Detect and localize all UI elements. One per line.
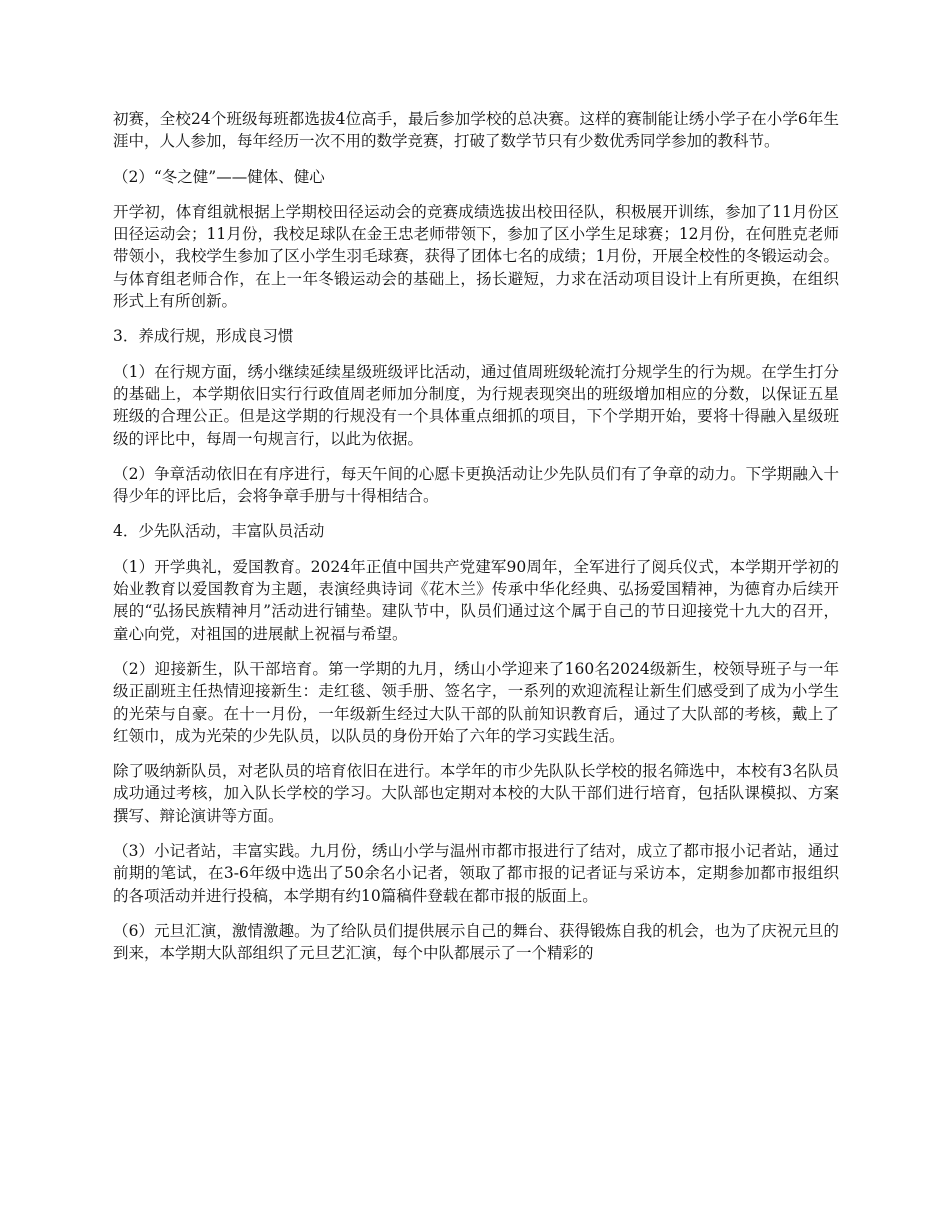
paragraph-badge-activity: （2）争章活动依旧在有序进行，每天午间的心愿卡更换活动让少先队员们有了争章的动力。下学期融入十得少年的评比后，会将争章手册与十得相结合。 [113,464,839,506]
paragraph-new-year-show: （6）元旦汇演，激情激趣。为了给队员们提供展示自己的舞台、获得锻炼自我的机会，也为了庆祝元旦的到来，本学期大队部组织了元旦艺汇演，每个中队都展示了一个精彩的 [113,921,839,963]
paragraph-new-students: （2）迎接新生，队干部培育。第一学期的九月，绣山小学迎来了160名2024级新生，校领导班子与一年级正副班主任热情迎接新生：走红毯、领手册、签名字，一系列的欢迎流程让新生们感受到了成为小学生的光荣与自豪。在十一月份，一年级新生经过大队干部的队前知识教育后，通过了大队部的考核，戴上了红领巾，成为光荣的少先队员，以队员的身份开始了六年的学习实践生活。 [113,659,839,745]
paragraph-behavior-rules: （1）在行规方面，绣小继续延续星级班级评比活动，通过值周班级轮流打分规学生的行为规。在学生打分的基础上，本学期依旧实行行政值周老师加分制度，为行规表现突出的班级增加相应的分数，以保证五星班级的合理公正。但是这学期的行规没有一个具体重点细抓的项目，下个学期开始，要将十得融入星级班级的评比中，每周一句规言行，以此为依据。 [113,362,839,448]
paragraph-cadre-training: 除了吸纳新队员，对老队员的培育依旧在进行。本学年的市少先队队长学校的报名筛选中，本校有3名队员成功通过考核，加入队长学校的学习。大队部也定期对本校的大队干部们进行培育，包括队课模拟、方案撰写、辩论演讲等方面。 [113,762,839,825]
paragraph-sports: 开学初，体育组就根据上学期校田径运动会的竞赛成绩选拔出校田径队，积极展开训练，参加了11月份区田径运动会；11月份，我校足球队在金王忠老师带领下，参加了区小学生足球赛；12月份，在何胜克老师带领小，我校学生参加了区小学生羽毛球赛，获得了团体七名的成绩；1月份，开展全校性的冬锻运动会。与体育组老师合作，在上一年冬锻运动会的基础上，扬长避短，力求在活动项目设计上有所更换，在组织形式上有所创新。 [113,202,839,311]
paragraph-reporter-station: （3）小记者站，丰富实践。九月份，绣山小学与温州市都市报进行了结对，成立了都市报小记者站，通过前期的笔试，在3-6年级中选出了50余名小记者，领取了都市报的记者证与采访本，定期参加都市报组织的各项活动并进行投稿，本学期有约10篇稿件登载在都市报的版面上。 [113,842,839,905]
section-heading-habits: 3．养成行规，形成良习惯 [113,327,294,346]
document-body [113,108,839,978]
section-heading-pioneers: 4．少先队活动，丰富队员活动 [113,522,325,541]
subheading-winter-health: （2）“冬之健”——健体、健心 [113,167,325,186]
paragraph-opening-ceremony: （1）开学典礼，爱国教育。2024年正值中国共产党建军90周年，全军进行了阅兵仪式，本学期开学初的始业教育以爱国教育为主题，表演经典诗词《花木兰》传承中华化经典、弘扬爱国精神，为德育办后续开展的“弘扬民族精神月”活动进行铺垫。建队节中，队员们通过这个属于自己的节日迎接党十九大的召开，童心向党，对祖国的进展献上祝福与希望。 [113,557,839,643]
paragraph-math-contest: 初赛，全校24个班级每班都选拔4位高手，最后参加学校的总决赛。这样的赛制能让绣小学子在小学6年生涯中，人人参加，每年经历一次不用的数学竞赛，打破了数学节只有少数优秀同学参加的教科节。 [113,110,839,151]
